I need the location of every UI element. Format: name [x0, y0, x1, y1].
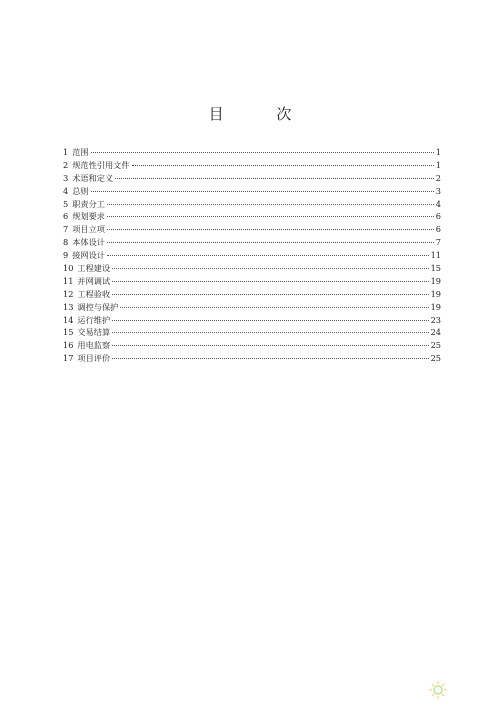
- toc-entry-number: 17: [63, 353, 74, 364]
- toc-entry-page-number: 15: [430, 263, 441, 274]
- toc-entry-number: 2: [63, 159, 69, 170]
- toc-entry[interactable]: [63, 275, 441, 288]
- toc-entry-label: 项目立项: [72, 224, 105, 235]
- toc-entry-page-number: 25: [430, 340, 441, 351]
- toc-entry[interactable]: [63, 236, 441, 249]
- sun-logo-icon: [428, 679, 494, 701]
- toc-entry-number: 9: [63, 250, 69, 261]
- toc-entry-number: 4: [63, 185, 69, 196]
- toc-entry-number: 1: [63, 147, 69, 157]
- toc-entry-page-number: 1: [435, 159, 441, 170]
- toc-entry-label: 总则: [72, 185, 89, 196]
- toc-dot-leader: [91, 152, 434, 153]
- toc-dot-leader: [112, 332, 428, 333]
- toc-entry-label: 并网调试: [77, 275, 111, 286]
- toc-entry-label: 接网设计: [72, 250, 105, 261]
- toc-dot-leader: [107, 204, 434, 205]
- toc-entry-label: 运行维护: [77, 314, 111, 325]
- toc-entry-label: 职责分工: [72, 198, 105, 209]
- toc-entry-label: 规划要求: [72, 211, 105, 222]
- toc-entry-label: 调控与保护: [77, 301, 119, 312]
- toc-entry-number: 12: [63, 288, 74, 299]
- toc-dot-leader: [107, 216, 434, 217]
- toc-entry[interactable]: [63, 301, 441, 314]
- toc-entry[interactable]: [63, 314, 441, 327]
- toc-entry-number: 15: [63, 327, 74, 338]
- toc-entry-number: 14: [63, 314, 74, 325]
- toc-entry-page-number: 4: [435, 198, 441, 209]
- toc-entry-number: 11: [63, 275, 74, 286]
- toc-entry-page-number: 19: [430, 275, 441, 286]
- toc-entry-page-number: 1: [435, 147, 441, 157]
- toc-dot-leader: [112, 281, 428, 282]
- toc-entry-number: 10: [63, 263, 74, 274]
- toc-entry-page-number: 3: [435, 185, 441, 196]
- toc-entry-number: 3: [63, 172, 69, 183]
- toc-entry-label: 用电监察: [77, 340, 111, 351]
- toc-dot-leader: [107, 255, 429, 256]
- toc-dot-leader: [91, 191, 434, 192]
- toc-dot-leader: [112, 268, 428, 269]
- toc-entry-label: 规范性引用文件: [72, 159, 130, 170]
- toc-dot-leader: [112, 358, 428, 359]
- toc-entry-page-number: 23: [430, 314, 441, 325]
- toc-entry[interactable]: [63, 249, 441, 262]
- toc-dot-leader: [120, 307, 428, 308]
- toc-dot-leader: [107, 242, 434, 243]
- toc-dot-leader: [132, 165, 434, 166]
- page-title: 目 次: [208, 105, 316, 123]
- toc-entry-page-number: 7: [435, 237, 441, 248]
- toc-entry[interactable]: [63, 210, 441, 223]
- toc-dot-leader: [112, 294, 428, 295]
- toc-entry-label: 本体设计: [72, 237, 105, 248]
- toc-entry[interactable]: [63, 352, 441, 365]
- toc-entry-number: 8: [63, 237, 69, 248]
- toc-entry[interactable]: [63, 146, 441, 159]
- toc-dot-leader: [107, 229, 434, 230]
- watermark-logo: [428, 679, 494, 701]
- toc-entry-number: 7: [63, 224, 69, 235]
- toc-entry-label: 工程验收: [77, 288, 111, 299]
- toc-dot-leader: [112, 345, 428, 346]
- toc-entry-label: 术语和定义: [72, 172, 114, 183]
- toc-entry-page-number: 11: [430, 250, 441, 261]
- toc-entry-page-number: 19: [430, 301, 441, 312]
- toc-entry-page-number: 25: [430, 353, 441, 364]
- toc-dot-leader: [115, 178, 434, 179]
- toc-entry-page-number: 6: [435, 211, 441, 222]
- toc-entry[interactable]: [63, 326, 441, 339]
- toc-entry[interactable]: [63, 288, 441, 301]
- toc-entry-page-number: 19: [430, 288, 441, 299]
- toc-entry[interactable]: [63, 172, 441, 185]
- toc-entry-number: 13: [63, 301, 74, 312]
- toc-entry[interactable]: [63, 339, 441, 352]
- toc-entry-page-number: 24: [430, 327, 441, 338]
- toc-entry[interactable]: [63, 223, 441, 236]
- toc-entry[interactable]: [63, 198, 441, 211]
- toc-dot-leader: [112, 320, 428, 321]
- toc-entry-label: 项目评价: [77, 353, 111, 364]
- toc-entry[interactable]: [63, 262, 441, 275]
- toc-entry[interactable]: [63, 185, 441, 198]
- toc-entry[interactable]: [63, 159, 441, 172]
- toc-entry-label: 范围: [72, 147, 89, 157]
- toc-entry-label: 工程建设: [77, 263, 111, 274]
- toc-entry-page-number: 6: [435, 224, 441, 235]
- table-of-contents: [63, 146, 441, 365]
- toc-entry-number: 16: [63, 340, 74, 351]
- toc-entry-page-number: 2: [435, 172, 441, 183]
- toc-entry-number: 6: [63, 211, 69, 222]
- toc-entry-number: 5: [63, 198, 69, 209]
- toc-entry-label: 交易结算: [77, 327, 111, 338]
